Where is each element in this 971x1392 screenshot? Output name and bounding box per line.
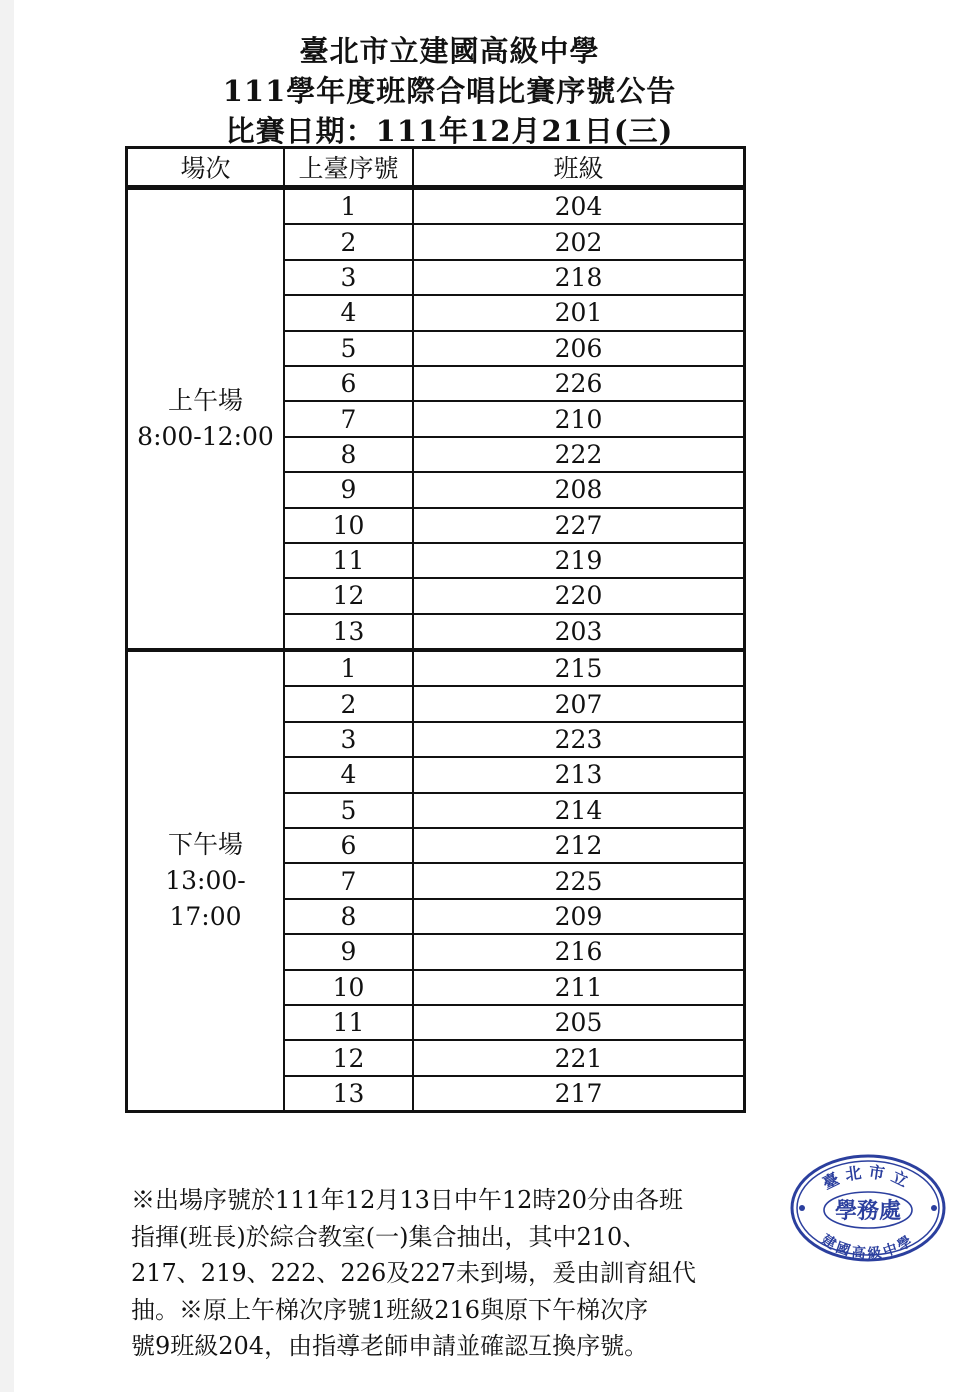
table-header-row (127, 148, 745, 188)
session-time: 8:00-12:00 (137, 422, 274, 452)
class-cell: 223 (413, 722, 745, 757)
sequence-cell: 12 (284, 578, 413, 613)
event-date: 比賽日期：111年12月21日(三) (225, 114, 674, 148)
column-header-sequence: 上臺序號 (284, 148, 413, 188)
sequence-cell: 11 (284, 543, 413, 578)
sequence-cell: 4 (284, 295, 413, 330)
class-cell: 227 (413, 508, 745, 543)
class-cell: 225 (413, 863, 745, 898)
footnote-line: 指揮(班長)於綜合教室(一)集合抽出，其中210、 (131, 1222, 647, 1251)
event-title: 111學年度班際合唱比賽序號公告 (222, 74, 677, 108)
sequence-cell: 13 (284, 614, 413, 650)
sequence-cell: 1 (284, 650, 413, 686)
footnote (131, 1182, 751, 1365)
sequence-cell: 10 (284, 508, 413, 543)
footnote-line: ※出場序號於111年12月13日中午12時20分由各班 (131, 1186, 683, 1214)
sequence-cell: 12 (284, 1040, 413, 1075)
sequence-cell: 2 (284, 224, 413, 259)
sequence-cell: 7 (284, 863, 413, 898)
session-cell (127, 188, 285, 651)
footnote-line: 號9班級204，由指導老師申請並確認互換序號。 (131, 1332, 649, 1360)
seal-center-text: 學務處 (834, 1198, 902, 1224)
sequence-cell: 7 (284, 401, 413, 436)
table-row (127, 650, 745, 686)
class-cell: 205 (413, 1005, 745, 1040)
class-cell: 221 (413, 1040, 745, 1075)
svg-text:建國高級中學 (818, 1231, 917, 1263)
session-name: 上午場 (167, 386, 243, 416)
session-cell (127, 650, 285, 1112)
column-header-class: 班級 (413, 148, 745, 188)
session-time-end: 17:00 (169, 902, 242, 932)
sequence-cell: 6 (284, 828, 413, 863)
class-cell: 226 (413, 366, 745, 401)
sequence-cell: 6 (284, 366, 413, 401)
schedule-table (125, 146, 746, 1113)
sequence-cell: 9 (284, 472, 413, 507)
class-cell: 201 (413, 295, 745, 330)
schedule-body (127, 188, 745, 1112)
class-cell: 214 (413, 793, 745, 828)
class-cell: 211 (413, 970, 745, 1005)
seal-bottom-text: 建國高級中學 (818, 1231, 918, 1263)
class-cell: 222 (413, 437, 745, 472)
class-cell: 206 (413, 331, 745, 366)
class-cell: 219 (413, 543, 745, 578)
class-cell: 212 (413, 828, 745, 863)
class-cell: 208 (413, 472, 745, 507)
sequence-cell: 5 (284, 331, 413, 366)
sequence-cell: 8 (284, 437, 413, 472)
session-name: 下午場 (167, 830, 243, 860)
sequence-cell: 10 (284, 970, 413, 1005)
column-header-session: 場次 (127, 148, 285, 188)
sequence-cell: 5 (284, 793, 413, 828)
sequence-cell: 3 (284, 722, 413, 757)
announcement-page (14, 0, 971, 1392)
office-seal-stamp (788, 1152, 948, 1264)
table-row (127, 188, 745, 225)
sequence-cell: 2 (284, 686, 413, 721)
footnote-line: 217、219、222、226及227未到場，爰由訓育組代 (131, 1259, 697, 1287)
sequence-cell: 8 (284, 899, 413, 934)
footnote-line: 抽。※原上午梯次序號1班級216與原下午梯次序 (131, 1295, 649, 1324)
class-cell: 217 (413, 1076, 745, 1112)
school-title: 臺北市立建國高級中學 (299, 34, 600, 68)
sequence-cell: 9 (284, 934, 413, 969)
session-time: 13:00- (165, 866, 246, 896)
class-cell: 213 (413, 757, 745, 792)
sequence-cell: 1 (284, 188, 413, 225)
sequence-cell: 13 (284, 1076, 413, 1112)
class-cell: 220 (413, 578, 745, 613)
sequence-cell: 4 (284, 757, 413, 792)
class-cell: 216 (413, 934, 745, 969)
class-cell: 215 (413, 650, 745, 686)
seal-top-text: 臺北市立 (819, 1162, 917, 1194)
class-cell: 207 (413, 686, 745, 721)
class-cell: 203 (413, 614, 745, 650)
class-cell: 202 (413, 224, 745, 259)
class-cell: 218 (413, 260, 745, 295)
sequence-cell: 3 (284, 260, 413, 295)
class-cell: 204 (413, 188, 745, 225)
sequence-cell: 11 (284, 1005, 413, 1040)
class-cell: 210 (413, 401, 745, 436)
class-cell: 209 (413, 899, 745, 934)
